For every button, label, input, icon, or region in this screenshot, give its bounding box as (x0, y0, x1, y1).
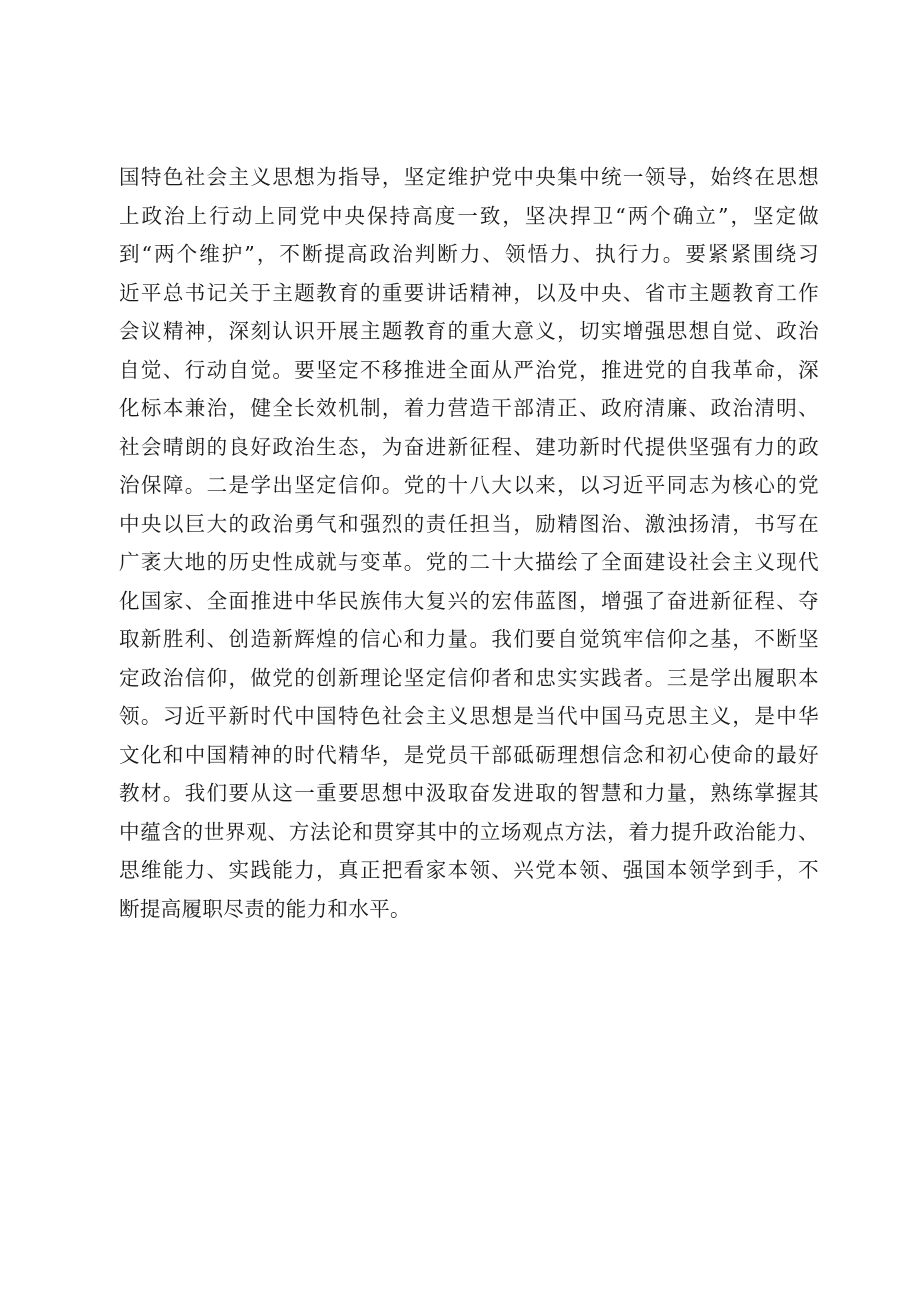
text-line-3: 到“两个维护”，不断提高政治判断力、领悟力、执行力。要紧紧围绕习 (119, 242, 819, 266)
text-line-2: 上政治上行动上同党中央保持高度一致，坚决捍卫“两个确立”，坚定做 (119, 203, 819, 228)
text-line-15: 领。习近平新时代中国特色社会主义思想是当代中国马克思主义，是中华 (119, 704, 819, 728)
text-line-18: 中蕴含的世界观、方法论和贯穿其中的立场观点方法，着力提升政治能力、 (119, 819, 819, 844)
text-line-8: 社会晴朗的良好政治生态，为奋进新征程、建功新时代提供坚强有力的政 (119, 434, 819, 459)
text-line-13: 取新胜利、创造新辉煌的信心和力量。我们要自觉筑牢信仰之基，不断坚 (119, 627, 819, 651)
text-line-7: 化标本兼治，健全长效机制，着力营造干部清正、政府清廉、政治清明、 (119, 396, 819, 420)
text-line-12: 化国家、全面推进中华民族伟大复兴的宏伟蓝图，增强了奋进新征程、夺 (119, 588, 819, 613)
text-line-6: 自觉、行动自觉。要坚定不移推进全面从严治党，推进党的自我革命，深 (119, 357, 819, 382)
text-line-9: 治保障。二是学出坚定信仰。党的十八大以来，以习近平同志为核心的党 (119, 473, 819, 497)
text-line-16: 文化和中国精神的时代精华，是党员干部砥砺理想信念和初心使命的最好 (119, 742, 819, 767)
text-line-11: 广袤大地的历史性成就与变革。党的二十大描绘了全面建设社会主义现代 (119, 550, 819, 574)
text-line-4: 近平总书记关于主题教育的重要讲话精神，以及中央、省市主题教育工作 (119, 280, 819, 305)
text-line-17: 教材。我们要从这一重要思想中汲取奋发进取的智慧和力量，熟练掌握其 (119, 781, 819, 805)
body-paragraph (119, 158, 819, 928)
text-line-1: 国特色社会主义思想为指导，坚定维护党中央集中统一领导，始终在思想 (119, 165, 819, 189)
text-line-19: 思维能力、实践能力，真正把看家本领、兴党本领、强国本领学到手，不 (119, 858, 819, 882)
text-line-5: 会议精神，深刻认识开展主题教育的重大意义，切实增强思想自觉、政治 (119, 319, 819, 343)
text-line-14: 定政治信仰，做党的创新理论坚定信仰者和忠实实践者。三是学出履职本 (119, 665, 819, 690)
text-line-10: 中央以巨大的政治勇气和强烈的责任担当，励精图治、激浊扬清，书写在 (119, 511, 819, 536)
text-line-20: 断提高履职尽责的能力和水平。 (119, 896, 411, 921)
